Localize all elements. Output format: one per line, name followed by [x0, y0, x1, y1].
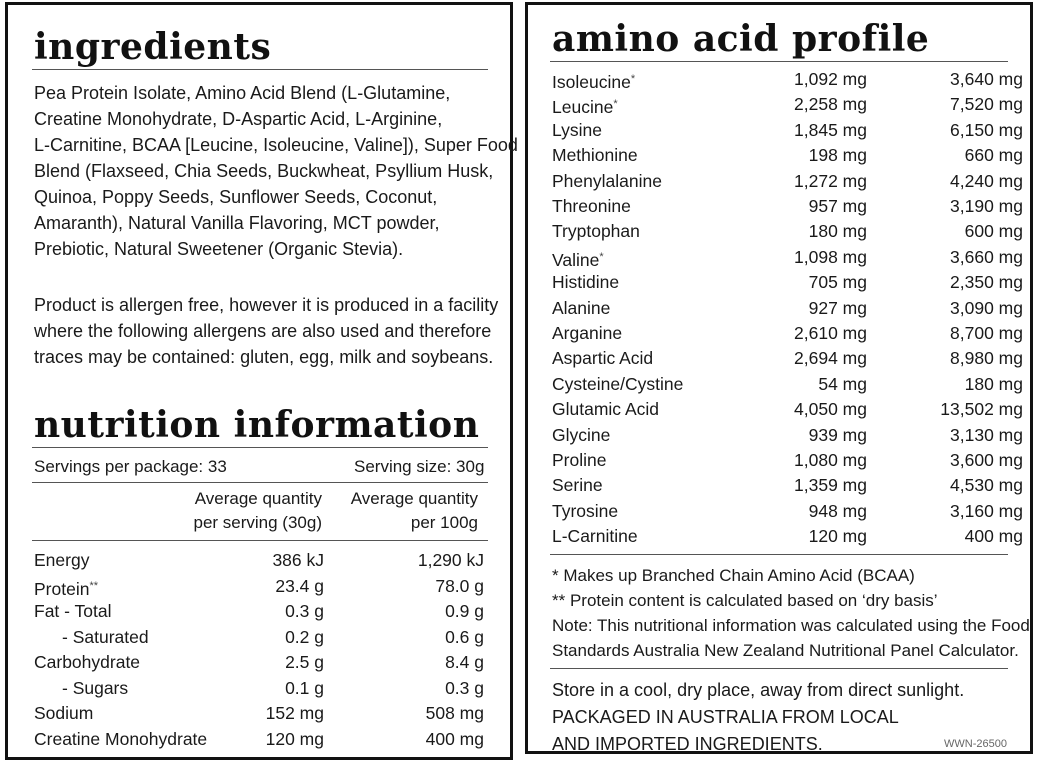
ingredient-line: Prebiotic, Natural Sweetener (Organic Stevia).: [34, 239, 404, 259]
nutrition-row: [34, 701, 484, 727]
amino-row: [552, 67, 1023, 93]
storage-line: AND IMPORTED INGREDIENTS.: [552, 734, 823, 754]
servings-per-package: Servings per package: 33: [34, 457, 227, 476]
per-100g-value: 0.6 g: [445, 626, 484, 647]
per-serving-value: 0.1 g: [285, 677, 324, 698]
amino-row: [552, 245, 1023, 271]
footnote-marker: **: [89, 579, 99, 592]
nutrition-row: [34, 574, 484, 600]
row-label: Leucine*: [552, 97, 618, 118]
per-serving-value: 2,610 mg: [794, 323, 867, 343]
amino-row: [552, 321, 1023, 347]
per-100g-value: 180 mg: [964, 373, 1023, 394]
row-label: Arganine: [552, 323, 623, 343]
per-serving-value: 4,050 mg: [794, 399, 867, 420]
footnote-line: Standards Australia New Zealand Nutritional Panel Calculator.: [552, 641, 1019, 660]
per-serving-value: 2,258 mg: [794, 94, 867, 115]
per-serving-value: 705 mg: [808, 272, 867, 293]
amino-row: [552, 346, 1023, 372]
row-label: Proline: [552, 450, 607, 470]
per-100g-value: 6,150 mg: [950, 119, 1023, 140]
per-100g-value: 3,090 mg: [950, 297, 1023, 318]
row-label: Creatine Monohydrate: [34, 728, 208, 749]
row-label: Aspartic Acid: [552, 348, 654, 369]
ingredient-line: Quinoa, Poppy Seeds, Sunflower Seeds, Coconut,: [34, 187, 438, 207]
per-serving-value: 0.3 g: [285, 601, 324, 621]
amino-row: [552, 270, 1023, 296]
per-100g-value: 4,530 mg: [950, 475, 1023, 496]
storage-line: Store in a cool, dry place, away from direct sunlight.: [552, 680, 965, 700]
serving-size: Serving size: 30g: [354, 457, 485, 476]
per-100g-value: 400 mg: [425, 728, 484, 749]
col1-header-line: per serving (30g): [193, 513, 322, 532]
nutrition-row: [34, 599, 484, 625]
per-100g-value: 1,290 kJ: [417, 550, 484, 570]
nutrition-row: [34, 625, 484, 651]
row-label: L-Carnitine: [552, 526, 638, 547]
storage-line: PACKAGED IN AUSTRALIA FROM LOCAL: [552, 707, 899, 727]
per-serving-value: 1,359 mg: [794, 475, 867, 496]
amino-row: [552, 92, 1023, 118]
nutrition-row: [34, 548, 484, 574]
per-serving-value: 948 mg: [808, 500, 867, 521]
nutrition-heading: nutrition information: [34, 404, 480, 446]
per-100g-value: 400 mg: [964, 526, 1023, 547]
ingredient-line: Blend (Flaxseed, Chia Seeds, Buckwheat, Psyllium Husk,: [34, 161, 494, 181]
row-label: Serine: [552, 475, 603, 496]
per-serving-value: 198 mg: [808, 145, 867, 166]
row-label: Tryptophan: [552, 221, 640, 242]
footnote-marker: *: [613, 98, 618, 111]
col2-header-line: Average quantity: [350, 489, 478, 508]
row-label: Glutamic Acid: [552, 399, 659, 420]
row-label: Threonine: [552, 196, 631, 216]
ingredients-heading: ingredients: [34, 26, 272, 68]
allergen-line: Product is allergen free, however it is produced in a facility: [34, 295, 499, 315]
per-serving-value: 1,845 mg: [794, 119, 867, 140]
footnote-marker: *: [630, 73, 636, 85]
per-serving-value: 939 mg: [808, 424, 867, 445]
per-100g-value: 2,350 mg: [950, 272, 1023, 293]
per-serving-value: 1,098 mg: [794, 246, 867, 267]
amino-row: [552, 473, 1023, 499]
amino-acid-panel: [525, 2, 1033, 754]
row-label: - Sugars: [62, 677, 129, 698]
per-100g-value: 4,240 mg: [950, 170, 1023, 191]
per-100g-value: 600 mg: [964, 221, 1023, 242]
product-code: WWN-26500: [944, 738, 1007, 750]
row-label: Protein**: [34, 578, 99, 599]
divider: [550, 554, 1008, 555]
row-label: Tyrosine: [552, 500, 619, 521]
row-label: Isoleucine*: [552, 72, 636, 92]
ingredient-line: Amaranth), Natural Vanilla Flavoring, MCT powder,: [34, 213, 440, 233]
ingredients-nutrition-panel: [5, 2, 518, 760]
amino-row: [552, 219, 1023, 245]
ingredient-line: L-Carnitine, BCAA [Leucine, Isoleucine, Valine]), Super Food: [34, 135, 518, 155]
per-serving-value: 957 mg: [808, 196, 867, 216]
per-serving-value: 1,080 mg: [794, 450, 867, 470]
row-label: Histidine: [552, 272, 620, 293]
per-100g-value: 3,600 mg: [950, 450, 1023, 470]
per-100g-value: 3,640 mg: [950, 69, 1023, 89]
per-serving-value: 927 mg: [808, 297, 867, 318]
footnote-line: ** Protein content is calculated based on ‘dry basis’: [552, 591, 938, 610]
per-serving-value: 54 mg: [818, 373, 867, 394]
col2-header-line: per 100g: [410, 513, 478, 532]
per-serving-value: 2.5 g: [285, 652, 324, 672]
per-100g-value: 3,660 mg: [950, 246, 1023, 267]
allergen-line: where the following allergens are also used and therefore: [34, 321, 492, 341]
allergen-line: traces may be contained: gluten, egg, milk and soybeans.: [34, 347, 494, 367]
divider: [32, 482, 488, 483]
per-serving-value: 1,092 mg: [794, 69, 867, 89]
amino-row: [552, 397, 1023, 423]
divider: [32, 540, 488, 541]
per-100g-value: 508 mg: [425, 703, 484, 723]
footnote-marker: *: [599, 250, 604, 263]
row-label: Alanine: [552, 297, 611, 318]
per-serving-value: 120 mg: [808, 526, 867, 547]
per-100g-value: 7,520 mg: [950, 94, 1023, 115]
per-100g-value: 8.4 g: [445, 652, 484, 672]
row-label: Energy: [34, 550, 90, 570]
per-100g-value: 13,502 mg: [940, 399, 1023, 420]
row-label: Glycine: [552, 424, 611, 445]
row-label: Fat - Total: [34, 601, 112, 621]
per-100g-value: 660 mg: [964, 145, 1023, 166]
amino-row: [552, 499, 1023, 525]
row-label: - Saturated: [62, 626, 149, 647]
divider: [32, 69, 488, 70]
footnote-line: * Makes up Branched Chain Amino Acid (BCAA): [552, 566, 915, 585]
amino-row: [552, 423, 1023, 449]
footnote-line: Note: This nutritional information was calculated using the Food: [552, 616, 1030, 635]
nutrition-row: [34, 727, 484, 753]
nutrition-row: [34, 650, 484, 676]
per-100g-value: 8,700 mg: [950, 323, 1023, 343]
per-serving-value: 23.4 g: [275, 575, 324, 596]
per-serving-value: 1,272 mg: [794, 170, 867, 191]
per-serving-value: 152 mg: [265, 703, 324, 723]
row-label: Carbohydrate: [34, 652, 141, 672]
divider: [32, 447, 488, 448]
nutrition-row: [34, 676, 484, 702]
amino-row: [552, 296, 1023, 322]
per-serving-value: 120 mg: [265, 728, 324, 749]
ingredient-line: Pea Protein Isolate, Amino Acid Blend (L-Glutamine,: [34, 83, 451, 103]
row-label: Sodium: [34, 703, 94, 723]
per-100g-value: 0.3 g: [445, 677, 484, 698]
row-label: Lysine: [552, 119, 602, 140]
amino-row: [552, 448, 1023, 474]
per-100g-value: 3,160 mg: [950, 500, 1023, 521]
amino-row: [552, 524, 1023, 550]
per-100g-value: 0.9 g: [445, 601, 484, 621]
amino-row: [552, 194, 1023, 220]
per-100g-value: 3,130 mg: [950, 424, 1023, 445]
divider: [550, 668, 1008, 669]
row-label: Cysteine/Cystine: [552, 373, 684, 394]
amino-row: [552, 372, 1023, 398]
amino-row: [552, 118, 1023, 144]
amino-row: [552, 143, 1023, 169]
row-label: Valine*: [552, 249, 604, 270]
row-label: Phenylalanine: [552, 170, 662, 191]
amino-row: [552, 169, 1023, 195]
row-label: Methionine: [552, 145, 638, 166]
divider: [550, 61, 1008, 62]
amino-heading: amino acid profile: [552, 18, 930, 60]
per-serving-value: 2,694 mg: [794, 348, 867, 369]
per-serving-value: 0.2 g: [285, 626, 324, 647]
per-100g-value: 8,980 mg: [950, 348, 1023, 369]
per-serving-value: 386 kJ: [272, 550, 324, 570]
ingredient-line: Creatine Monohydrate, D-Aspartic Acid, L-Arginine,: [34, 109, 443, 129]
per-100g-value: 78.0 g: [435, 575, 484, 596]
col1-header-line: Average quantity: [194, 489, 322, 508]
per-serving-value: 180 mg: [808, 221, 867, 242]
per-100g-value: 3,190 mg: [950, 196, 1023, 216]
